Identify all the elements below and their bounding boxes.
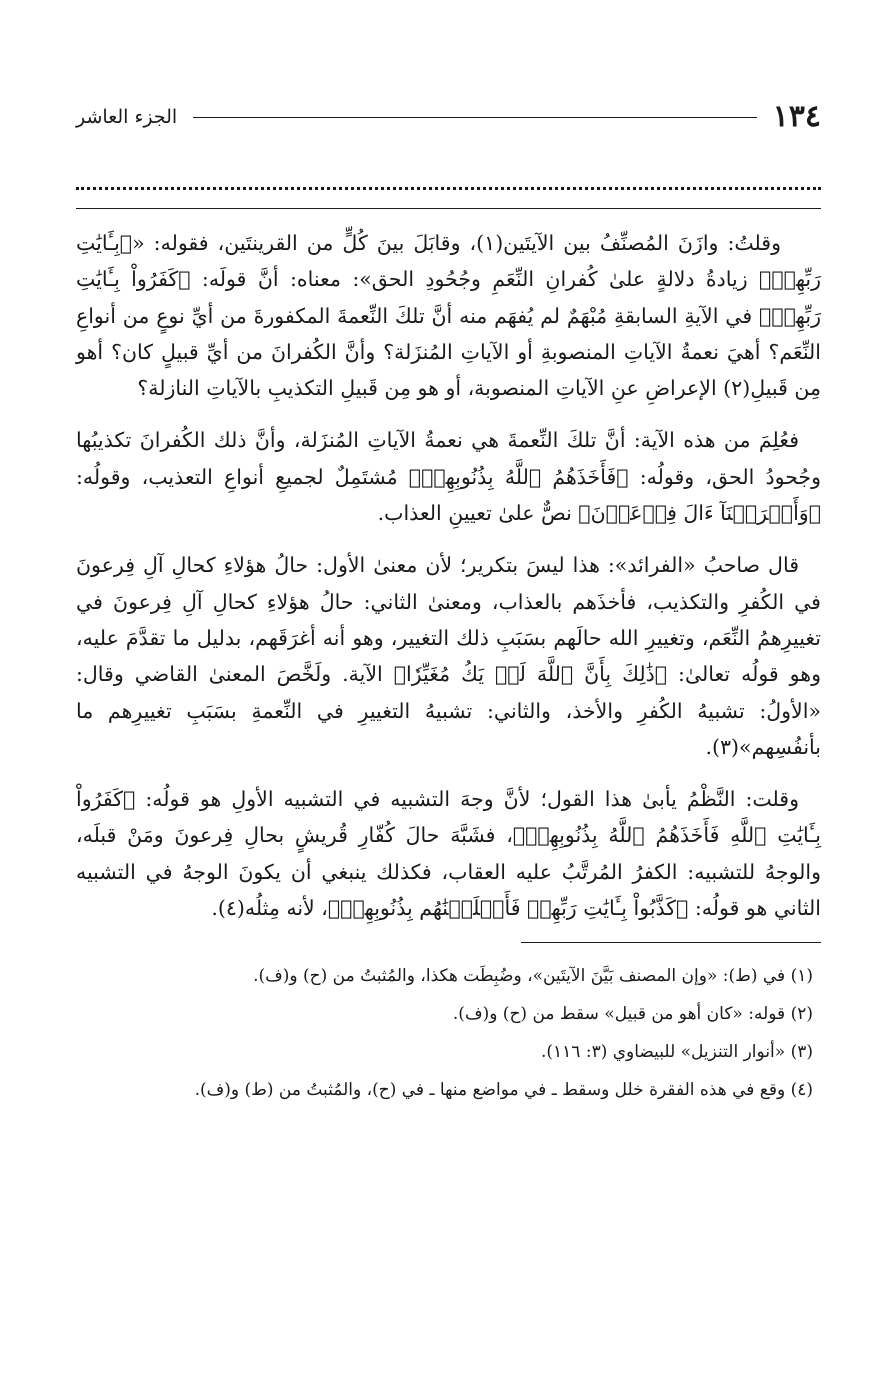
footnote-1: (١) في (ط): «وإن المصنف بَيَّنَ الآيتَين»، وضُبِطَت هكذا، والمُثبتُ من (ح) و(ف). (253, 966, 813, 987)
running-header (76, 95, 821, 139)
body-text (76, 225, 821, 926)
paragraph-4: وقلت: النَّظْمُ يأبىٰ هذا القول؛ لأنَّ وجهَ التشبيه في التشبيه الأولِ هو قولُه: ﴿كَفَرُواْ بِـَٔايَٰتِ ٱللَّهِ فَأَخَذَهُمُ ٱللَّهُ بِذُنُوبِهِمۡ﴾، فشَبَّهَ حالَ كُفّارِ قُريشٍ بحالِ فِرعونَ ومَنْ قبلَه، والوجهُ للتشبيه: الكفرُ المُرتَّبُ عليه العقاب، فكذلك ينبغي أن يكونَ الوجهُ في التشبيه الثاني هو قولُه: ﴿كَذَّبُواْ بِـَٔايَٰتِ رَبِّهِمۡ فَأَهۡلَكۡنَٰهُم بِذُنُوبِهِمۡ﴾، لأنه مِثلُه(٤). (76, 787, 821, 921)
volume-title: الجزء العاشر (76, 105, 178, 128)
page-number: ١٣٤ (772, 99, 821, 134)
footnote-rule (521, 942, 821, 943)
paragraph-1: وقلتُ: وازَنَ المُصنِّفُ بين الآيتَين(١)، وقابَلَ بينَ كُلٍّ من القرينتَين، فقوله: «﴿بِـَٔايَٰتِ رَبِّهِمۡ﴾ زيادةُ دلالةٍ علىٰ كُفرانِ النِّعَمِ وجُحُودِ الحق»: معناه: أنَّ قولَه: ﴿كَفَرُواْ بِـَٔايَٰتِ رَبِّهِمۡ﴾ في الآيةِ السابقةِ مُبْهَمٌ لم يُفهَم منه أنَّ تلكَ النِّعمةَ المكفورةَ من أيِّ نوعٍ من أنواعِ النِّعَم؟ أهيَ نعمةُ الآياتِ المنصوبةِ أو الآياتِ المُنزَلة؟ وأنَّ الكُفرانَ من أيِّ قبيلٍ كان؟ أهو مِن قَبيلِ(٢) الإعراضِ عنِ الآياتِ المنصوبة، أو هو مِن قَبيلِ التكذيبِ بالآياتِ النازلة؟ (76, 231, 821, 401)
book-page (76, 95, 821, 1115)
dotted-separator (76, 187, 821, 190)
footnotes (76, 963, 821, 1103)
paragraph-3: قال صاحبُ «الفرائد»: هذا ليسَ بتكرير؛ لأن معنىٰ الأول: حالُ هؤلاءِ كحالِ آلِ فِرعونَ في الكُفرِ والتكذيب، فأخذَهم بالعذاب، ومعنىٰ الثاني: حالُ هؤلاءِ كحالِ آلِ فِرعونَ في تغييرِهمُ النِّعَم، وتغييرِ الله حالَهم بسَبَبِ ذلك التغيير، وهو أنه أغرَقَهم، بدليل ما تقدَّمَ عليه، وهو قولُه تعالىٰ: ﴿ذَٰلِكَ بِأَنَّ ٱللَّهَ لَمۡ يَكُ مُغَيِّرٗا﴾ الآية. ولَخَّصَ المعنىٰ القاضي وقال: «الأولُ: تشبيهُ الكُفرِ والأخذ، والثاني: تشبيهُ التغييرِ في النِّعمةِ بسَبَبِ تغييرِهم ما بأنفُسِهم»(٣). (76, 553, 821, 759)
footnote-2: (٢) قوله: «كان أهو من قبيل» سقط من (ح) و(ف). (452, 1004, 813, 1025)
section-rule (76, 208, 821, 209)
header-rule (193, 117, 756, 118)
footnote-3: (٣) «أنوار التنزيل» للبيضاوي (٣: ١١٦). (540, 1042, 813, 1063)
paragraph-2: فعُلِمَ من هذه الآية: أنَّ تلكَ النِّعمةَ هي نعمةُ الآياتِ المُنزَلة، وأنَّ ذلك الكُفرانَ تكذيبُها وجُحودُ الحق، وقولُه: ﴿فَأَخَذَهُمُ ٱللَّهُ بِذُنُوبِهِمۡ﴾ مُشتَمِلٌ لجميعِ أنواعِ التعذيب، وقولُه: ﴿وَأَغۡرَقۡنَآ ءَالَ فِرۡعَوۡنَ﴾ نصٌّ علىٰ تعيينِ العذاب. (76, 428, 821, 526)
footnote-4: (٤) وقع في هذه الفقرة خلل وسقط ـ في مواضع منها ـ في (ح)، والمُثبتُ من (ط) و(ف). (194, 1080, 813, 1101)
